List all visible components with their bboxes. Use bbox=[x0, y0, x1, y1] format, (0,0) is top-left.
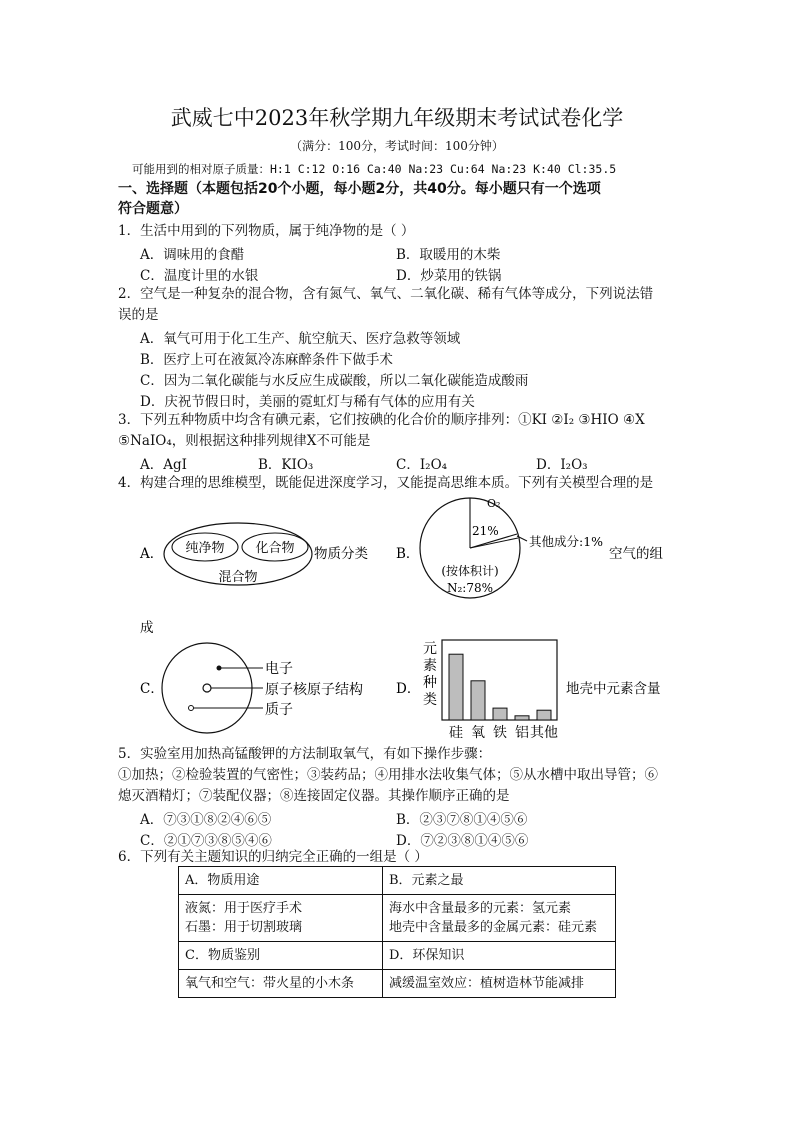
section-heading: 一、选择题（本题包括20个小题，每小题2分，共40分。每小题只有一个选项 bbox=[118, 181, 601, 197]
table-cell bbox=[179, 942, 383, 970]
q2-stem-cont: 误的是 bbox=[118, 307, 159, 323]
q4-a-label: A． bbox=[140, 546, 164, 562]
table-row bbox=[179, 895, 616, 942]
q3-option-b: B．KIO₃ bbox=[258, 457, 314, 473]
chart-ylabel bbox=[423, 641, 437, 708]
compound-label: 化合物 bbox=[255, 541, 295, 556]
x-tick-label: 氧 bbox=[471, 725, 485, 741]
proton-label: 质子 bbox=[265, 702, 293, 718]
q5-steps-cont: 熄灭酒精灯；⑦装配仪器；⑧连接固定仪器。其操作顺序正确的是 bbox=[118, 788, 510, 804]
mixture-label: 混合物 bbox=[218, 570, 258, 585]
table-row bbox=[179, 970, 616, 998]
x-tick-label: 铁 bbox=[493, 725, 507, 741]
q4-c-label: C． bbox=[140, 681, 164, 697]
nucleus-dot bbox=[203, 684, 211, 692]
table-cell bbox=[383, 942, 616, 970]
q1-option-a: A．调味用的食醋 bbox=[140, 247, 245, 263]
q2-option-d: D．庆祝节假日时，美丽的霓虹灯与稀有气体的应用有关 bbox=[140, 394, 475, 410]
table-cell-line: 液氮：用于医疗手术 bbox=[185, 901, 303, 916]
table-cell bbox=[383, 895, 616, 942]
q3-option-c: C．I₂O₄ bbox=[396, 457, 448, 473]
q5-option-a: A．⑦③①⑧②④⑥⑤ bbox=[140, 812, 272, 828]
q4-b-caption: 空气的组 bbox=[609, 546, 663, 562]
electron-dot bbox=[217, 666, 222, 671]
bar-4 bbox=[537, 710, 551, 720]
q1-option-b: B．取暖用的木柴 bbox=[396, 247, 501, 263]
bar-0 bbox=[449, 654, 463, 720]
table-row bbox=[179, 867, 616, 895]
q3-option-a: A．AgI bbox=[140, 457, 187, 473]
q4-a-caption: 物质分类 bbox=[314, 546, 368, 562]
proton-dot bbox=[189, 706, 194, 711]
y-label-char: 元 bbox=[423, 641, 437, 657]
x-tick-label: 铝 bbox=[515, 725, 529, 741]
q1-option-c: C．温度计里的水银 bbox=[140, 268, 259, 284]
table-cell-line: B．元素之最 bbox=[389, 873, 464, 888]
q6-stem: 6．下列有关主题知识的归纳完全正确的一组是（ ） bbox=[118, 849, 428, 865]
table-cell bbox=[179, 895, 383, 942]
q2-option-a: A．氧气可用于化工生产、航空航天、医疗急救等领域 bbox=[140, 331, 461, 347]
q3-stem: 3．下列五种物质中均含有碘元素，它们按碘的化合价的顺序排列：①KI ②I₂ ③HIO ④X bbox=[118, 412, 645, 428]
q5-option-b: B．②③⑦⑧①④⑤⑥ bbox=[396, 812, 528, 828]
y-label-char: 种 bbox=[423, 675, 437, 691]
chart-bars bbox=[449, 654, 551, 720]
nucleus-label: 原子核原子结构 bbox=[265, 682, 363, 698]
q2-option-b: B．医疗上可在液氮冷冻麻醉条件下做手术 bbox=[140, 352, 393, 368]
exam-subtitle: （满分：100分，考试时间：100分钟） bbox=[290, 139, 504, 153]
q4-stem: 4．构建合理的思维模型，既能促进深度学习，又能提高思维本质。下列有关模型合理的是 bbox=[118, 475, 654, 491]
pie-o2-percent: 21% bbox=[472, 524, 499, 538]
q3-stem-cont: ⑤NaIO₄，则根据这种排列规律X不可能是 bbox=[118, 433, 371, 449]
table-cell-line: A．物质用途 bbox=[185, 873, 260, 888]
table-cell-line: C．物质鉴别 bbox=[185, 948, 260, 963]
q3-option-d: D．I₂O₃ bbox=[536, 457, 588, 473]
y-label-char: 素 bbox=[423, 658, 437, 674]
pie-other-label: 其他成分:1% bbox=[529, 534, 604, 549]
table-cell-line: D．环保知识 bbox=[389, 948, 465, 963]
table-cell-line: 石墨：用于切割玻璃 bbox=[185, 920, 303, 935]
section-heading-cont: 符合题意） bbox=[118, 201, 188, 217]
bar-2 bbox=[493, 708, 507, 720]
exam-title: 武威七中2023年秋学期九年级期末考试试卷化学 bbox=[170, 106, 624, 130]
y-label-char: 类 bbox=[423, 692, 437, 708]
x-tick-label: 硅 bbox=[449, 725, 463, 741]
table-cell-line: 地壳中含量最多的金属元素：硅元素 bbox=[389, 920, 598, 935]
pie-divider-n2 bbox=[470, 538, 518, 548]
table-cell-line: 海水中含量最多的元素：氢元素 bbox=[389, 901, 572, 916]
x-tick-label: 其他 bbox=[530, 725, 558, 741]
pie-note: (按体积计) bbox=[441, 564, 499, 578]
table-cell-line: 减缓温室效应：植树造林节能减排 bbox=[389, 976, 585, 991]
q1-option-d: D．炒菜用的铁锅 bbox=[396, 268, 502, 284]
q4-d-label: D． bbox=[396, 681, 421, 697]
q4-b-caption-cont: 成 bbox=[140, 620, 154, 636]
pure-substance-label: 纯净物 bbox=[185, 541, 225, 556]
chart-x-ticks bbox=[449, 724, 558, 741]
table-cell bbox=[179, 970, 383, 998]
q2-stem: 2．空气是一种复杂的混合物，含有氮气、氧气、二氧化碳、稀有气体等成分，下列说法错 bbox=[118, 286, 654, 302]
table-cell bbox=[383, 970, 616, 998]
pie-o2-label: O₂ bbox=[487, 497, 501, 510]
q4-b-label: B． bbox=[396, 546, 420, 562]
table-cell bbox=[383, 867, 616, 895]
q5-option-d: D．⑦②③⑧①④⑤⑥ bbox=[396, 833, 529, 849]
pie-n2-label: N₂:78% bbox=[446, 581, 494, 595]
atomic-masses: 可能用到的相对原子质量：H:1 C:12 O:16 Ca:40 Na:23 Cu:64 Na:23 K:40 Cl:35.5 bbox=[132, 162, 617, 176]
table-cell bbox=[179, 867, 383, 895]
bar-1 bbox=[471, 681, 485, 720]
q5-steps: ①加热；②检验装置的气密性；③装药品；④用排水法收集气体；⑤从水槽中取出导管；⑥ bbox=[118, 767, 658, 783]
table-cell-line: 氧气和空气：带火星的小木条 bbox=[185, 976, 355, 991]
q4-d-caption: 地壳中元素含量 bbox=[566, 681, 661, 697]
bar-3 bbox=[515, 716, 529, 720]
table-row bbox=[179, 942, 616, 970]
q5-stem: 5．实验室用加热高锰酸钾的方法制取氧气，有如下操作步骤： bbox=[118, 746, 492, 762]
q2-option-c: C．因为二氧化碳能与水反应生成碳酸，所以二氧化碳能造成酸雨 bbox=[140, 373, 529, 389]
q1-stem: 1．生活中用到的下列物质，属于纯净物的是（ ） bbox=[118, 223, 415, 239]
q5-option-c: C．②①⑦③⑧⑤④⑥ bbox=[140, 833, 272, 849]
electron-label: 电子 bbox=[265, 661, 293, 677]
q6-knowledge-table bbox=[178, 866, 616, 998]
